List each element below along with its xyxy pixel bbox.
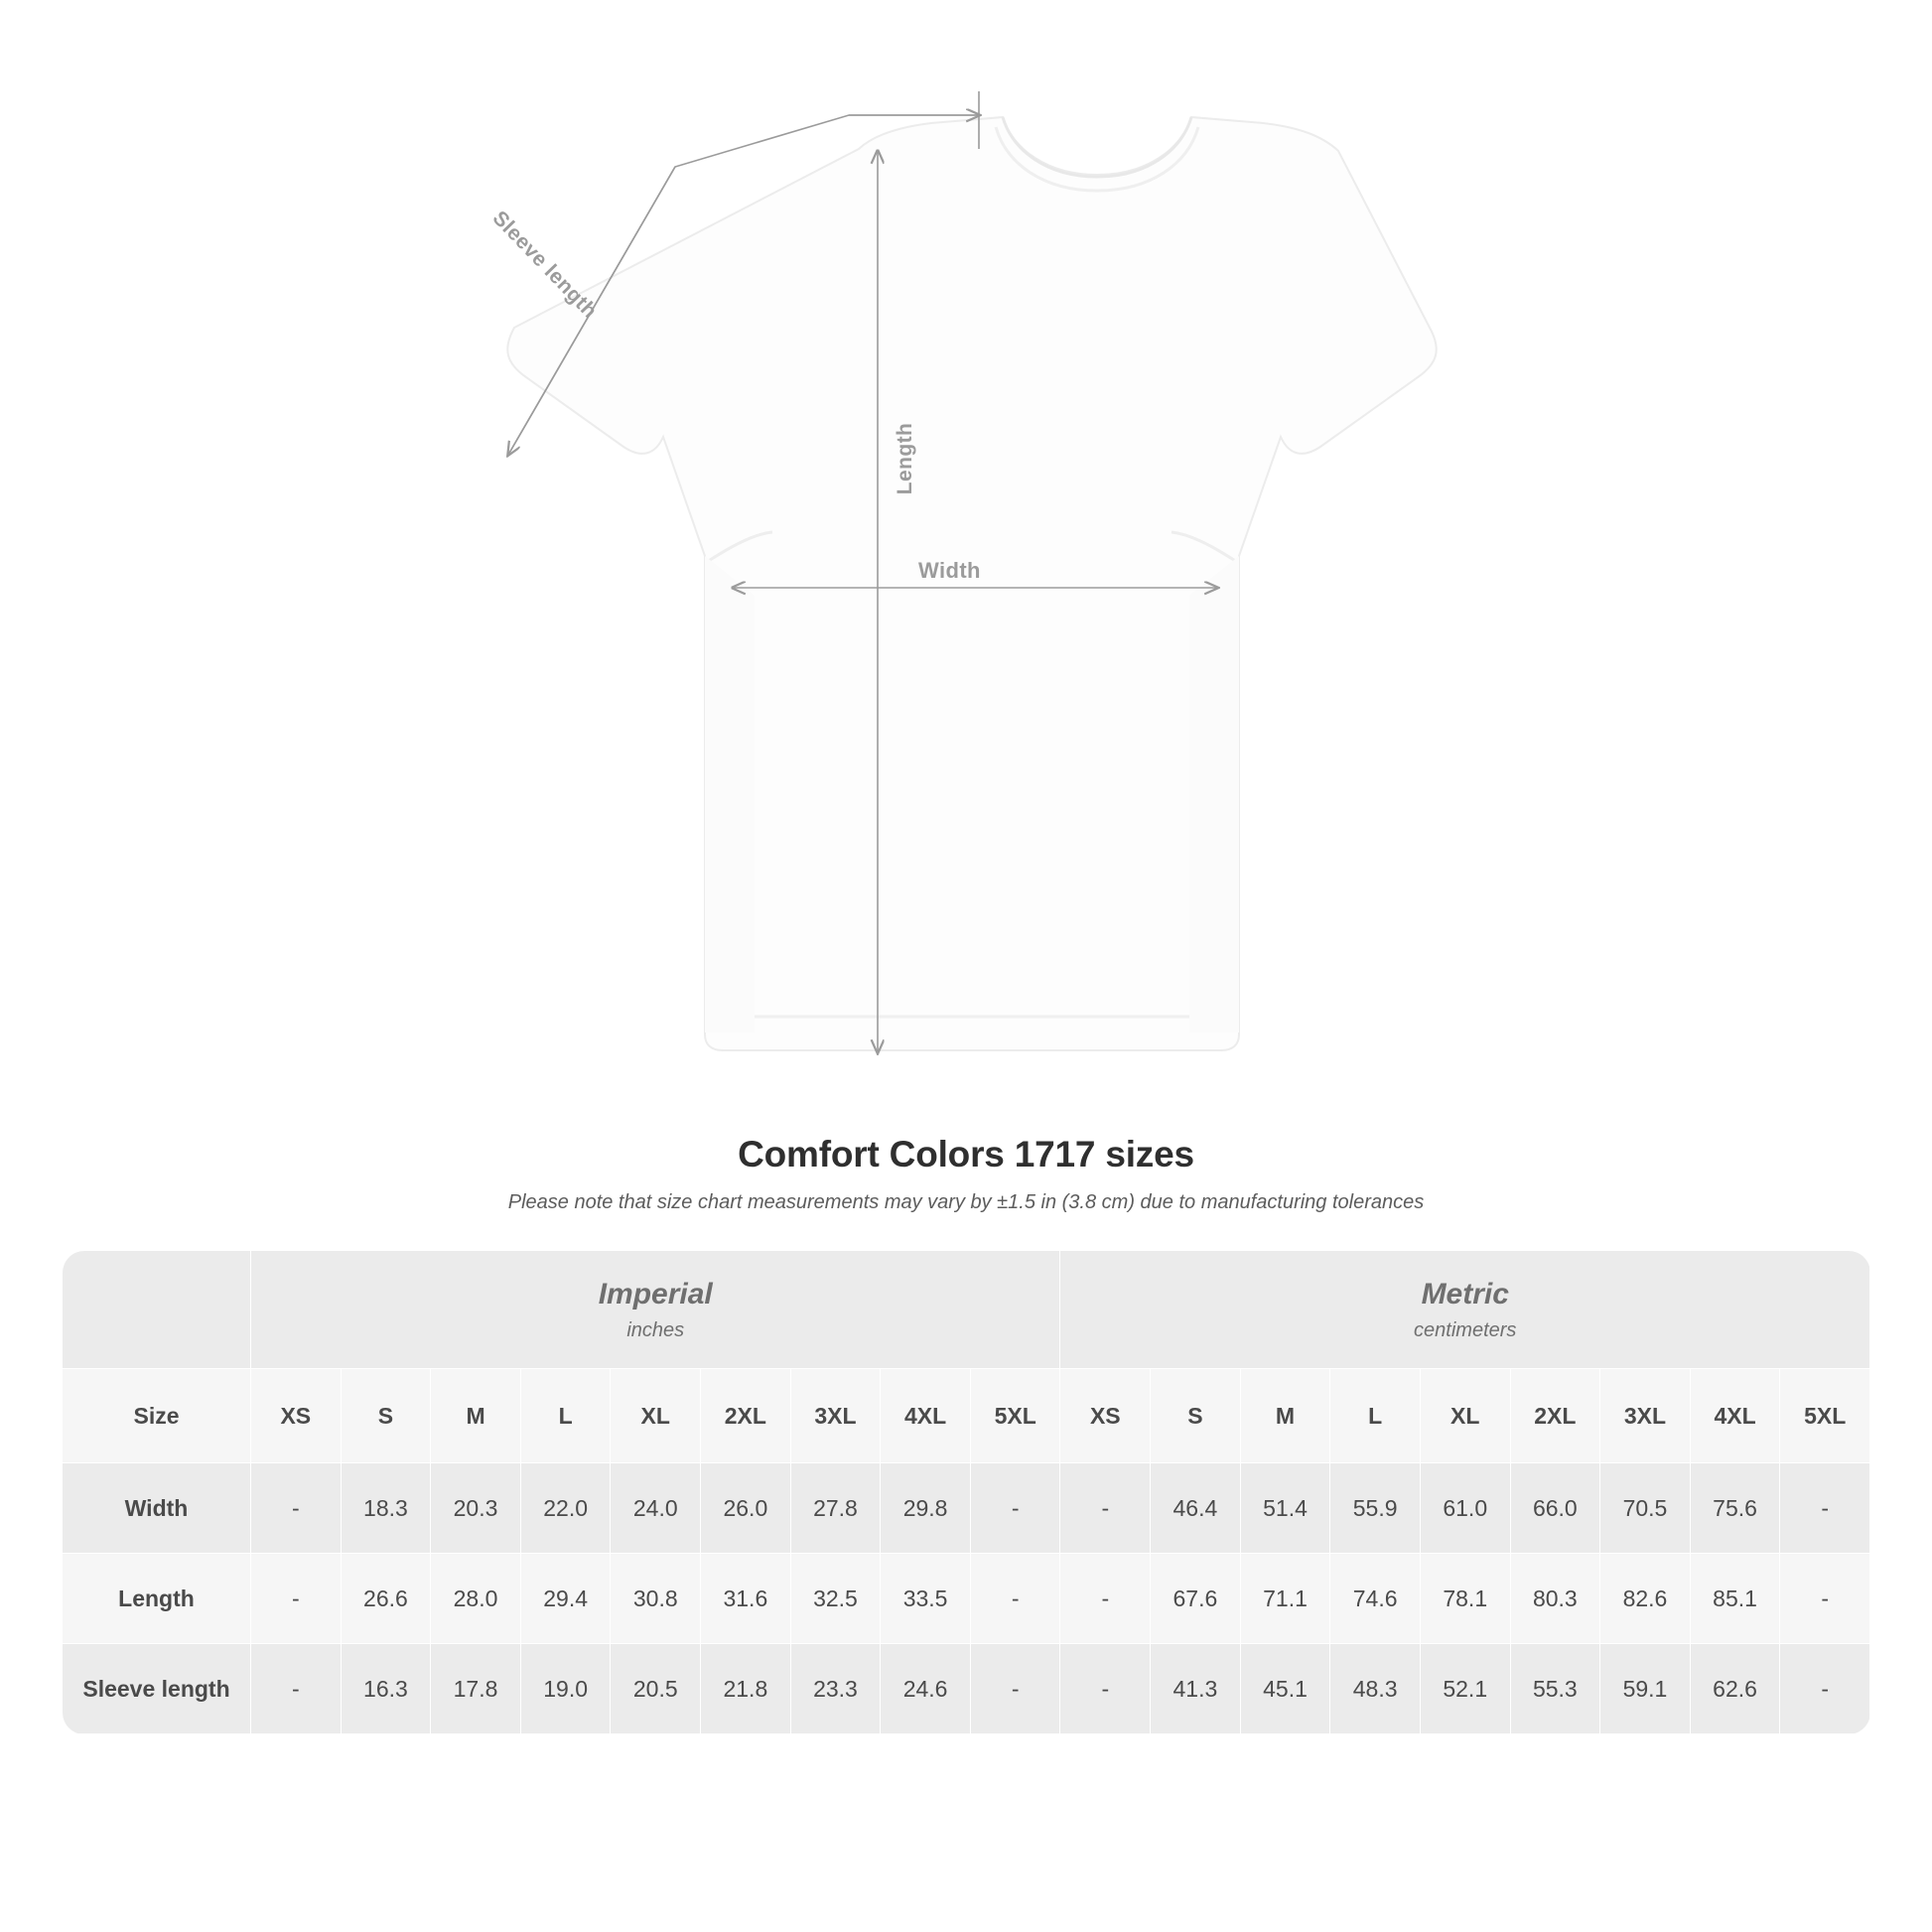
sleeve-length-label: Sleeve length [487, 207, 602, 324]
cell: - [1780, 1463, 1870, 1554]
cell: 22.0 [520, 1463, 611, 1554]
cell: 82.6 [1600, 1554, 1691, 1644]
title-block [0, 1134, 1932, 1214]
cell: 59.1 [1600, 1644, 1691, 1734]
size-header-cell: 5XL [970, 1369, 1060, 1463]
size-header-row [63, 1369, 1870, 1463]
cell: 62.6 [1690, 1644, 1780, 1734]
size-header-cell: L [520, 1369, 611, 1463]
cell: 26.0 [701, 1463, 791, 1554]
size-header-cell: XS [251, 1369, 342, 1463]
unit-header-imperial [251, 1251, 1060, 1369]
cell: 20.3 [431, 1463, 521, 1554]
cell: - [1780, 1644, 1870, 1734]
size-header-cell: 3XL [790, 1369, 881, 1463]
size-header-cell: XL [611, 1369, 701, 1463]
cell: - [970, 1554, 1060, 1644]
length-label: Length [894, 422, 917, 495]
cell: 17.8 [431, 1644, 521, 1734]
cell: 85.1 [1690, 1554, 1780, 1644]
cell: 67.6 [1151, 1554, 1241, 1644]
unit-metric-sub: centimeters [1414, 1318, 1517, 1341]
cell: - [1780, 1554, 1870, 1644]
cell: - [251, 1554, 342, 1644]
row-label-sleeve-length: Sleeve length [63, 1644, 251, 1734]
cell: 23.3 [790, 1644, 881, 1734]
tolerance-note: Please note that size chart measurements may vary by ±1.5 in (3.8 cm) due to manufacturing tolerances [507, 1191, 1425, 1213]
cell: 29.8 [881, 1463, 971, 1554]
cell: 61.0 [1420, 1463, 1510, 1554]
cell: - [1060, 1644, 1151, 1734]
size-header-cell: M [431, 1369, 521, 1463]
unit-header-spacer [63, 1251, 251, 1369]
cell: 74.6 [1330, 1554, 1421, 1644]
cell: 45.1 [1240, 1644, 1330, 1734]
cell: 80.3 [1510, 1554, 1600, 1644]
size-header-cell: S [1151, 1369, 1241, 1463]
cell: 41.3 [1151, 1644, 1241, 1734]
unit-imperial-sub: inches [626, 1318, 685, 1341]
cell: 33.5 [881, 1554, 971, 1644]
cell: 55.3 [1510, 1644, 1600, 1734]
cell: 75.6 [1690, 1463, 1780, 1554]
cell: 28.0 [431, 1554, 521, 1644]
size-header-cell: 5XL [1780, 1369, 1870, 1463]
cell: 70.5 [1600, 1463, 1691, 1554]
table-row [63, 1554, 1870, 1644]
size-table-wrapper [62, 1250, 1870, 1734]
cell: 19.0 [520, 1644, 611, 1734]
cell: 21.8 [701, 1644, 791, 1734]
cell: - [970, 1463, 1060, 1554]
unit-header-row [63, 1251, 1870, 1369]
cell: 32.5 [790, 1554, 881, 1644]
size-header-cell: 3XL [1600, 1369, 1691, 1463]
size-table [62, 1250, 1870, 1734]
cell: 24.6 [881, 1644, 971, 1734]
unit-header-metric [1060, 1251, 1870, 1369]
cell: 30.8 [611, 1554, 701, 1644]
cell: 31.6 [701, 1554, 791, 1644]
cell: 71.1 [1240, 1554, 1330, 1644]
width-label: Width [918, 558, 981, 583]
cell: 20.5 [611, 1644, 701, 1734]
cell: 46.4 [1151, 1463, 1241, 1554]
size-header-cell: 2XL [1510, 1369, 1600, 1463]
table-row [63, 1644, 1870, 1734]
size-header-label: Size [63, 1369, 251, 1463]
cell: - [1060, 1554, 1151, 1644]
cell: - [1060, 1463, 1151, 1554]
table-row [63, 1463, 1870, 1554]
cell: 78.1 [1420, 1554, 1510, 1644]
cell: 26.6 [341, 1554, 431, 1644]
cell: 29.4 [520, 1554, 611, 1644]
size-header-cell: 2XL [701, 1369, 791, 1463]
cell: 18.3 [341, 1463, 431, 1554]
cell: 66.0 [1510, 1463, 1600, 1554]
size-header-cell: 4XL [1690, 1369, 1780, 1463]
unit-metric-name: Metric [1421, 1277, 1509, 1311]
cell: - [970, 1644, 1060, 1734]
page-title: Comfort Colors 1717 sizes [738, 1134, 1194, 1174]
size-header-cell: M [1240, 1369, 1330, 1463]
unit-imperial-name: Imperial [598, 1277, 713, 1311]
cell: 16.3 [341, 1644, 431, 1734]
size-header-cell: XL [1420, 1369, 1510, 1463]
cell: 48.3 [1330, 1644, 1421, 1734]
cell: 27.8 [790, 1463, 881, 1554]
size-header-cell: XS [1060, 1369, 1151, 1463]
cell: 52.1 [1420, 1644, 1510, 1734]
cell: 55.9 [1330, 1463, 1421, 1554]
row-label-width: Width [63, 1463, 251, 1554]
cell: 24.0 [611, 1463, 701, 1554]
size-header-cell: 4XL [881, 1369, 971, 1463]
cell: - [251, 1463, 342, 1554]
cell: 51.4 [1240, 1463, 1330, 1554]
cell: - [251, 1644, 342, 1734]
size-header-cell: S [341, 1369, 431, 1463]
size-header-cell: L [1330, 1369, 1421, 1463]
row-label-length: Length [63, 1554, 251, 1644]
